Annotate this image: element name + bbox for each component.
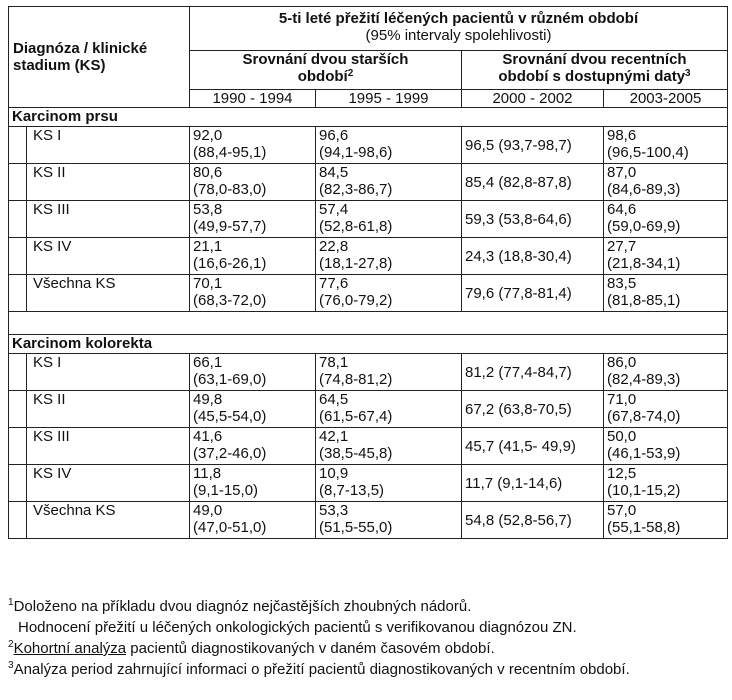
footnote-2-text: pacientů diagnostikovaných v daném časovém období. xyxy=(126,640,495,657)
stage-label: KS I xyxy=(27,354,190,391)
table-row xyxy=(9,354,728,391)
survival-cell xyxy=(316,127,462,164)
indent-cell xyxy=(9,201,27,238)
survival-cell xyxy=(316,428,462,465)
survival-cell xyxy=(604,502,728,539)
indent-cell xyxy=(9,164,27,201)
confidence-interval: (61,5-67,4) xyxy=(319,408,393,425)
confidence-interval: (59,0-69,9) xyxy=(607,218,681,235)
indent-cell xyxy=(9,354,27,391)
survival-value: 21,1 xyxy=(193,238,223,255)
table-row xyxy=(9,502,728,539)
header-title-row xyxy=(9,7,728,51)
survival-cell-inline: 45,7 (41,5- 49,9) xyxy=(462,428,604,465)
confidence-interval: (96,5-100,4) xyxy=(607,144,689,161)
survival-value: 87,0 xyxy=(607,164,637,181)
survival-table xyxy=(8,6,728,539)
survival-value: 12,5 xyxy=(607,465,637,482)
footnote-1-line1: Doloženo na příkladu dvou diagnóz nejčastějších zhoubných nádorů. xyxy=(13,598,472,615)
survival-cell xyxy=(190,164,316,201)
period-header: 2000 - 2002 xyxy=(462,90,604,108)
survival-cell xyxy=(190,238,316,275)
survival-cell xyxy=(604,428,728,465)
indent-cell xyxy=(9,238,27,275)
period-header: 1990 - 1994 xyxy=(190,90,316,108)
footnote-mark: 2 xyxy=(8,639,14,650)
confidence-interval: (74,8-81,2) xyxy=(319,371,393,388)
footnote-3 xyxy=(8,659,727,680)
survival-value: 92,0 xyxy=(193,127,223,144)
stage-label: Všechna KS xyxy=(27,275,190,312)
confidence-interval: (84,6-89,3) xyxy=(607,181,681,198)
indent-cell xyxy=(9,465,27,502)
survival-value: 86,0 xyxy=(607,354,637,371)
table-title: 5-ti leté přežití léčených pacientů v různém období xyxy=(278,10,639,27)
group1-line1: Srovnání dvou starších xyxy=(242,51,409,68)
survival-cell-inline: 54,8 (52,8-56,7) xyxy=(462,502,604,539)
section-header-row xyxy=(9,335,728,354)
survival-value: 27,7 xyxy=(607,238,637,255)
survival-value: 41,6 xyxy=(193,428,223,445)
table-row xyxy=(9,275,728,312)
confidence-interval: (21,8-34,1) xyxy=(607,255,681,272)
group1-footnote-mark: 2 xyxy=(347,68,354,79)
spacer-cell xyxy=(9,312,728,335)
footnote-mark: 1 xyxy=(8,597,14,608)
survival-value: 50,0 xyxy=(607,428,637,445)
survival-value: 11,8 xyxy=(193,465,222,482)
survival-cell xyxy=(190,391,316,428)
footnote-1-line2: Hodnocení přežití u léčených onkologických pacientů s verifikovanou diagnózou ZN. xyxy=(18,619,577,636)
survival-cell-inline: 67,2 (63,8-70,5) xyxy=(462,391,604,428)
section-header-row xyxy=(9,108,728,127)
confidence-interval: (45,5-54,0) xyxy=(193,408,267,425)
survival-value: 57,4 xyxy=(319,201,349,218)
table-row xyxy=(9,391,728,428)
confidence-interval: (68,3-72,0) xyxy=(193,292,267,309)
group2-footnote-mark: 3 xyxy=(685,68,691,79)
section-spacer-row xyxy=(9,312,728,335)
survival-cell xyxy=(316,275,462,312)
period-header: 1995 - 1999 xyxy=(316,90,462,108)
confidence-interval: (82,4-89,3) xyxy=(607,371,681,388)
indent-cell xyxy=(9,275,27,312)
confidence-interval: (94,1-98,6) xyxy=(319,144,393,161)
survival-value: 96,6 xyxy=(319,127,349,144)
footnote-3-text: Analýza period zahrnující informaci o přežití pacientů diagnostikovaných v recentním období. xyxy=(13,661,630,678)
group-older-periods xyxy=(190,51,462,90)
survival-value: 70,1 xyxy=(193,275,223,292)
survival-cell xyxy=(190,201,316,238)
period-header: 2003-2005 xyxy=(604,90,728,108)
stage-label: KS I xyxy=(27,127,190,164)
stage-label: KS III xyxy=(27,201,190,238)
survival-cell xyxy=(604,164,728,201)
confidence-interval: (78,0-83,0) xyxy=(193,181,267,198)
indent-cell xyxy=(9,428,27,465)
survival-value: 49,0 xyxy=(193,502,223,519)
stage-label: Všechna KS xyxy=(27,502,190,539)
confidence-interval: (51,5-55,0) xyxy=(319,519,393,536)
confidence-interval: (76,0-79,2) xyxy=(319,292,393,309)
survival-cell xyxy=(190,275,316,312)
confidence-interval: (82,3-86,7) xyxy=(319,181,393,198)
group-recent-periods xyxy=(462,51,728,90)
stage-label: KS II xyxy=(27,391,190,428)
survival-cell xyxy=(190,465,316,502)
table-title-cell xyxy=(190,7,728,51)
survival-value: 42,1 xyxy=(319,428,349,445)
survival-value: 84,5 xyxy=(319,164,349,181)
footnote-mark: 3 xyxy=(8,660,14,671)
table-row xyxy=(9,127,728,164)
confidence-interval: (46,1-53,9) xyxy=(607,445,681,462)
confidence-interval: (38,5-45,8) xyxy=(319,445,393,462)
survival-cell xyxy=(316,354,462,391)
survival-cell xyxy=(190,354,316,391)
confidence-interval: (49,9-57,7) xyxy=(193,218,267,235)
survival-cell xyxy=(190,428,316,465)
indent-cell xyxy=(9,391,27,428)
survival-cell xyxy=(316,238,462,275)
confidence-interval: (8,7-13,5) xyxy=(319,482,385,499)
confidence-interval: (16,6-26,1) xyxy=(193,255,267,272)
survival-cell xyxy=(316,465,462,502)
survival-cell xyxy=(604,465,728,502)
survival-cell xyxy=(316,201,462,238)
table-subtitle: (95% intervaly spolehlivosti) xyxy=(365,27,552,44)
survival-value: 49,8 xyxy=(193,391,223,408)
group2-line2: období s dostupnými daty xyxy=(498,68,686,85)
confidence-interval: (18,1-27,8) xyxy=(319,255,393,272)
survival-cell-inline: 85,4 (82,8-87,8) xyxy=(462,164,604,201)
survival-value: 57,0 xyxy=(607,502,637,519)
survival-value: 22,8 xyxy=(319,238,349,255)
survival-value: 83,5 xyxy=(607,275,637,292)
footnote-2 xyxy=(8,638,727,659)
footnote-1 xyxy=(8,596,727,617)
stage-label: KS IV xyxy=(27,465,190,502)
survival-cell xyxy=(604,127,728,164)
indent-cell xyxy=(9,127,27,164)
survival-cell xyxy=(316,391,462,428)
section-title: Karcinom prsu xyxy=(9,108,728,127)
survival-value: 78,1 xyxy=(319,354,349,371)
survival-cell xyxy=(604,391,728,428)
section-title: Karcinom kolorekta xyxy=(9,335,728,354)
survival-cell-inline: 24,3 (18,8-30,4) xyxy=(462,238,604,275)
survival-cell-inline: 79,6 (77,8-81,4) xyxy=(462,275,604,312)
stage-label: KS II xyxy=(27,164,190,201)
survival-value: 53,8 xyxy=(193,201,223,218)
table-row xyxy=(9,465,728,502)
survival-value: 80,6 xyxy=(193,164,223,181)
stage-label: KS III xyxy=(27,428,190,465)
diagnosis-column-header xyxy=(9,7,190,108)
survival-cell xyxy=(604,201,728,238)
table-row xyxy=(9,164,728,201)
confidence-interval: (37,2-46,0) xyxy=(193,445,267,462)
diag-label-line2: stadium (KS) xyxy=(13,57,106,74)
confidence-interval: (88,4-95,1) xyxy=(193,144,267,161)
diag-label-line1: Diagnóza / klinické xyxy=(13,40,148,57)
table-row xyxy=(9,238,728,275)
stage-label: KS IV xyxy=(27,238,190,275)
footnote-1-cont xyxy=(8,617,727,638)
table-row xyxy=(9,201,728,238)
survival-value: 64,5 xyxy=(319,391,349,408)
confidence-interval: (67,8-74,0) xyxy=(607,408,681,425)
survival-cell-inline: 11,7 (9,1-14,6) xyxy=(462,465,604,502)
survival-cell-inline: 96,5 (93,7-98,7) xyxy=(462,127,604,164)
survival-cell xyxy=(604,275,728,312)
survival-value: 10,9 xyxy=(319,465,349,482)
confidence-interval: (10,1-15,2) xyxy=(607,482,681,499)
confidence-interval: (9,1-15,0) xyxy=(193,482,259,499)
survival-cell-inline: 59,3 (53,8-64,6) xyxy=(462,201,604,238)
survival-value: 53,3 xyxy=(319,502,349,519)
survival-cell xyxy=(190,502,316,539)
survival-value: 66,1 xyxy=(193,354,223,371)
survival-value: 64,6 xyxy=(607,201,637,218)
survival-cell xyxy=(604,238,728,275)
confidence-interval: (81,8-85,1) xyxy=(607,292,681,309)
survival-cell-inline: 81,2 (77,4-84,7) xyxy=(462,354,604,391)
survival-value: 77,6 xyxy=(319,275,349,292)
survival-cell xyxy=(316,164,462,201)
confidence-interval: (63,1-69,0) xyxy=(193,371,267,388)
survival-cell xyxy=(316,502,462,539)
table-row xyxy=(9,428,728,465)
survival-cell xyxy=(190,127,316,164)
group1-line2: období xyxy=(297,68,348,85)
survival-cell xyxy=(604,354,728,391)
survival-value: 71,0 xyxy=(607,391,637,408)
cohort-analysis-term: Kohortní analýza xyxy=(13,640,127,657)
survival-value: 98,6 xyxy=(607,127,637,144)
confidence-interval: (52,8-61,8) xyxy=(319,218,393,235)
confidence-interval: (47,0-51,0) xyxy=(193,519,267,536)
group2-line1: Srovnání dvou recentních xyxy=(502,51,687,68)
footnotes xyxy=(8,596,727,680)
indent-cell xyxy=(9,502,27,539)
confidence-interval: (55,1-58,8) xyxy=(607,519,681,536)
